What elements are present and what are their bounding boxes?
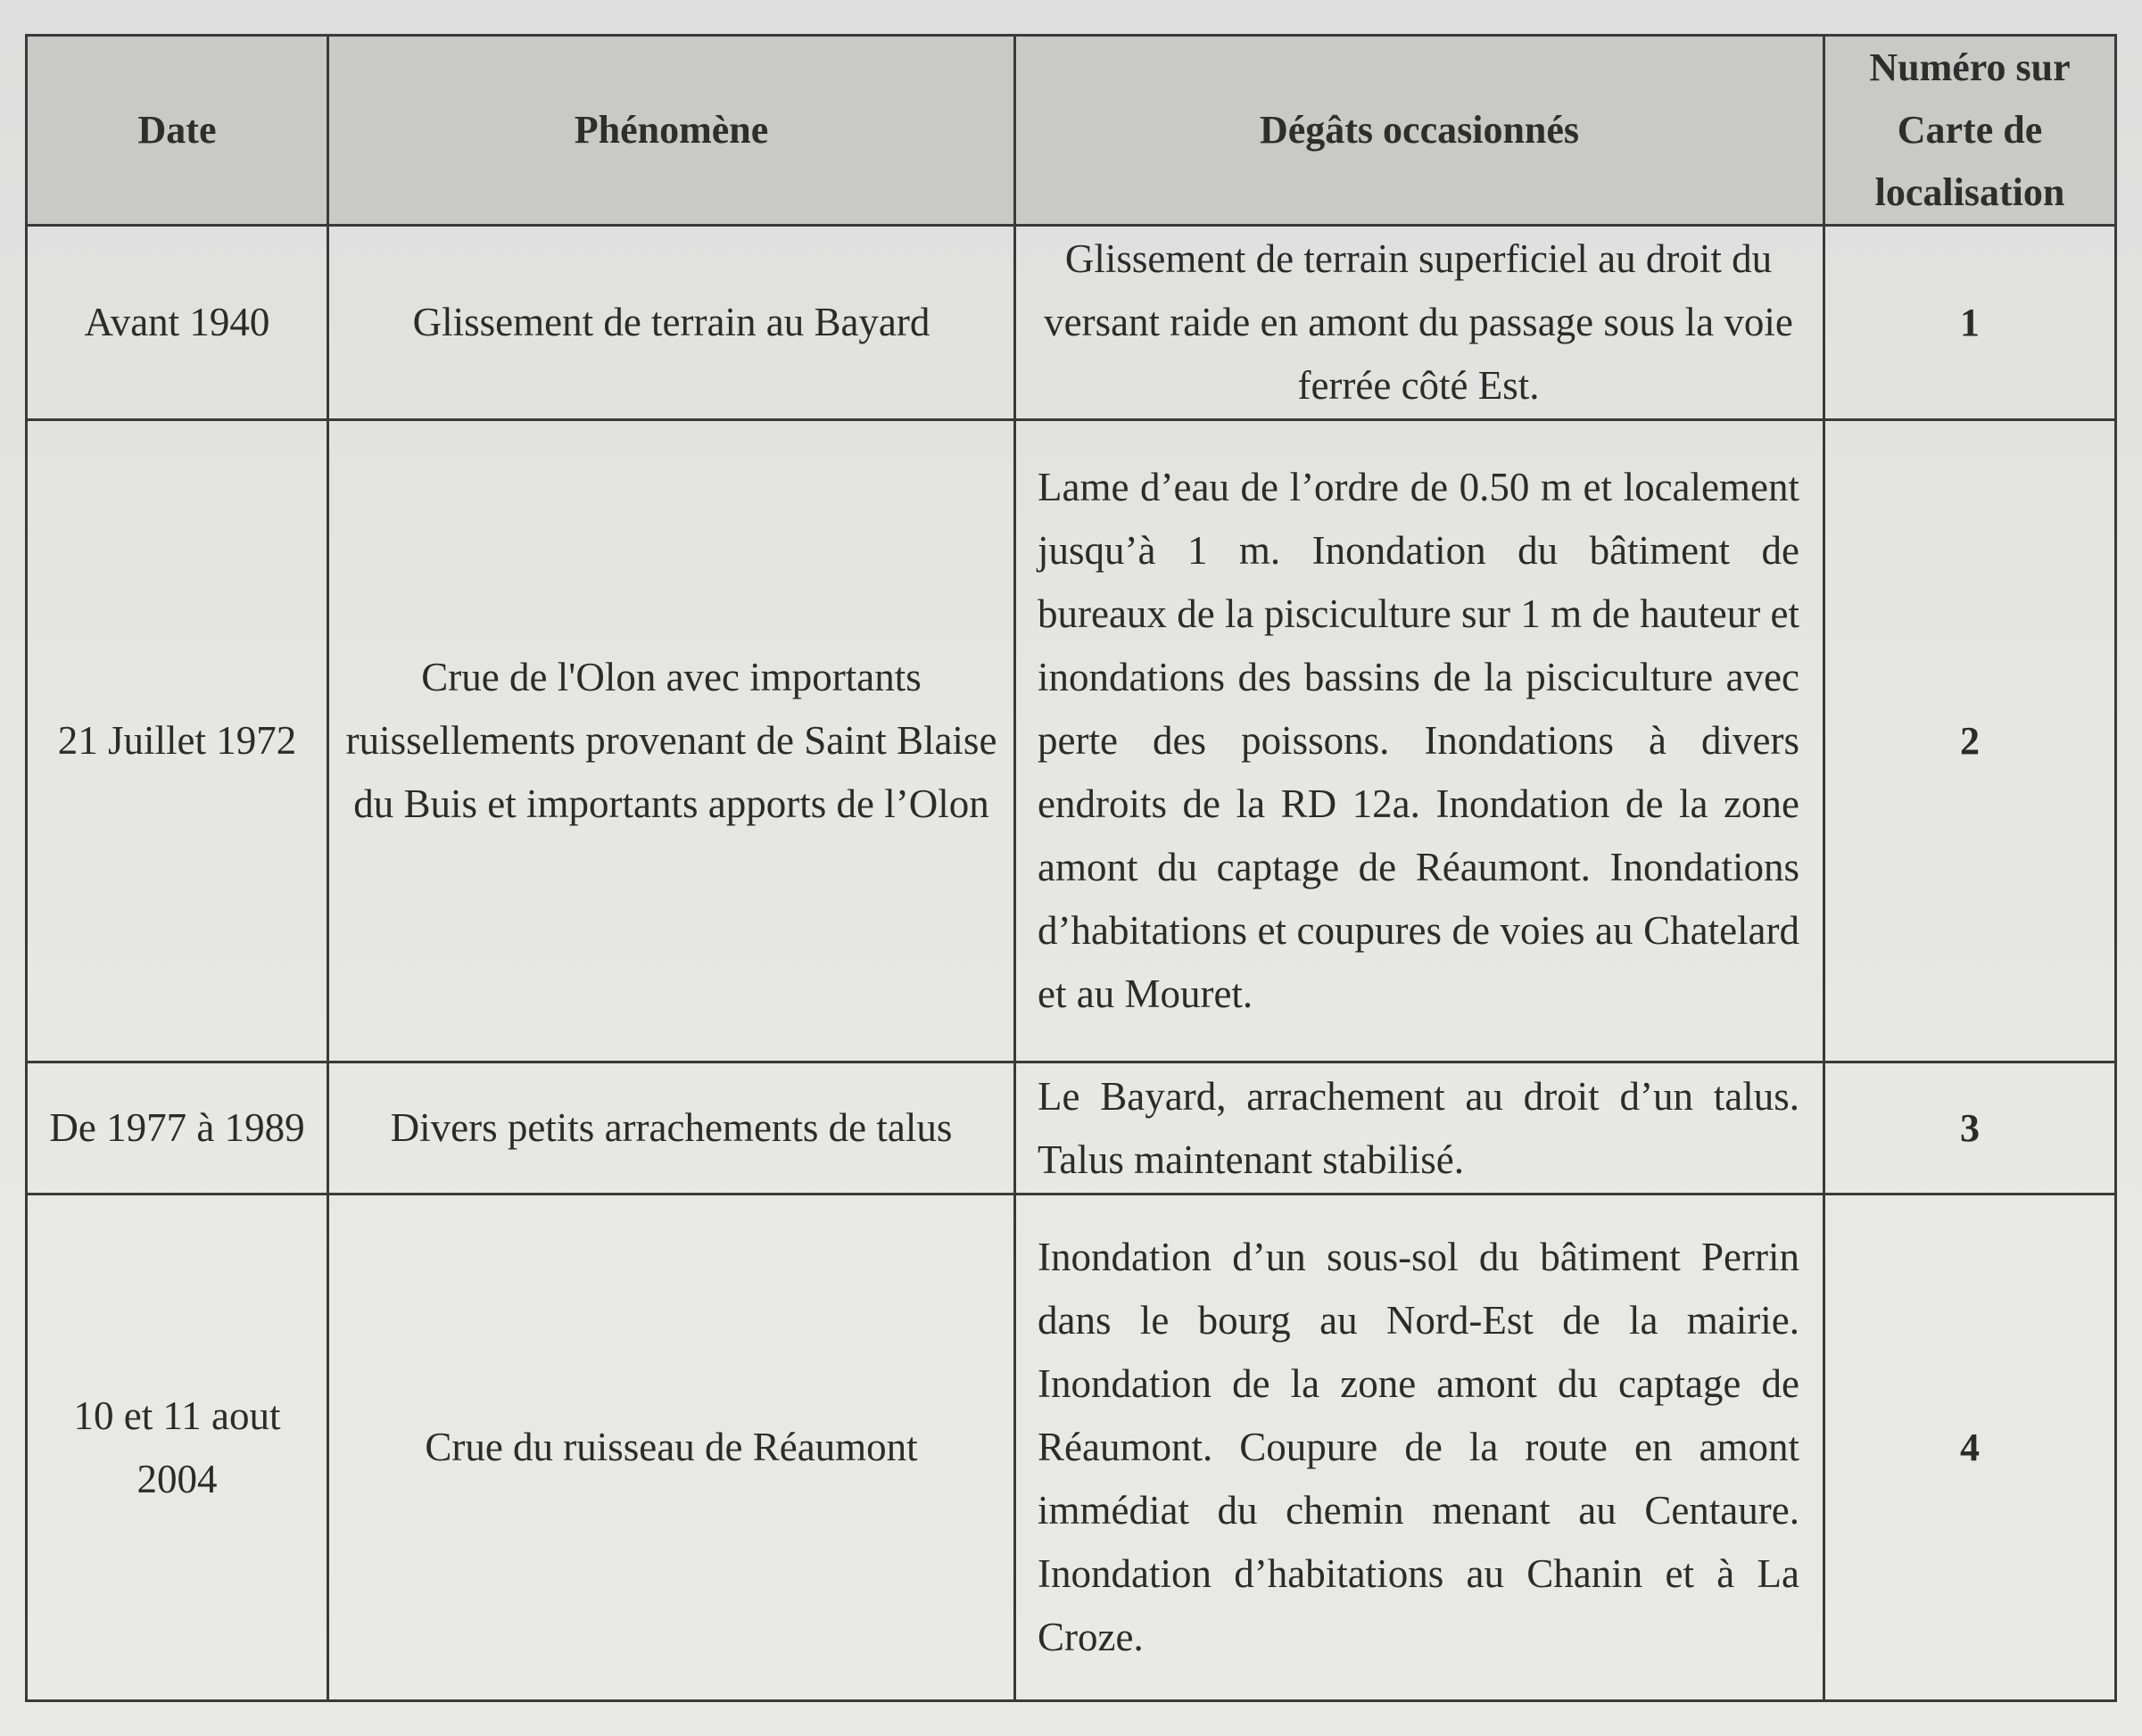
cell-degats: Inondation d’un sous-sol du bâtiment Perrin dans le bourg au Nord-Est de la mairie. Inondation de la zone amont du captage de Réaumont. Coupure de la route en amont immédiat du chemin menant au Centaure. Inondation d’habitations au Chanin et à La Croze. <box>1015 1195 1824 1701</box>
table-row <box>27 420 2116 1062</box>
cell-date: Avant 1940 <box>27 226 328 420</box>
cell-numero: 4 <box>1824 1195 2116 1701</box>
cell-phenomene: Crue du ruisseau de Réaumont <box>328 1195 1015 1701</box>
cell-degats: Le Bayard, arrachement au droit d’un talus. Talus maintenant stabilisé. <box>1015 1062 1824 1195</box>
header-phenomene: Phénomène <box>328 36 1015 226</box>
cell-date: 21 Juillet 1972 <box>27 420 328 1062</box>
table-row <box>27 226 2116 420</box>
cell-date: De 1977 à 1989 <box>27 1062 328 1195</box>
header-numero: Numéro sur Carte de localisation <box>1824 36 2116 226</box>
table-header-row <box>27 36 2116 226</box>
cell-numero: 1 <box>1824 226 2116 420</box>
cell-phenomene: Glissement de terrain au Bayard <box>328 226 1015 420</box>
cell-degats: Glissement de terrain superficiel au droit du versant raide en amont du passage sous la voie ferrée côté Est. <box>1015 226 1824 420</box>
cell-degats: Lame d’eau de l’ordre de 0.50 m et localement jusqu’à 1 m. Inondation du bâtiment de bureaux de la pisciculture sur 1 m de hauteur et inondations des bassins de la pisciculture avec perte des poissons. Inondations à divers endroits de la RD 12a. Inondation de la zone amont du captage de Réaumont. Inondations d’habitations et coupures de voies au Chatelard et au Mouret. <box>1015 420 1824 1062</box>
table-row <box>27 1195 2116 1701</box>
cell-phenomene: Crue de l'Olon avec importants ruissellements provenant de Saint Blaise du Buis et importants apports de l’Olon <box>328 420 1015 1062</box>
cell-numero: 2 <box>1824 420 2116 1062</box>
cell-phenomene: Divers petits arrachements de talus <box>328 1062 1015 1195</box>
header-degats: Dégâts occasionnés <box>1015 36 1824 226</box>
historical-events-table <box>25 34 2117 1702</box>
header-date: Date <box>27 36 328 226</box>
cell-date: 10 et 11 aout 2004 <box>27 1195 328 1701</box>
table-row <box>27 1062 2116 1195</box>
cell-numero: 3 <box>1824 1062 2116 1195</box>
